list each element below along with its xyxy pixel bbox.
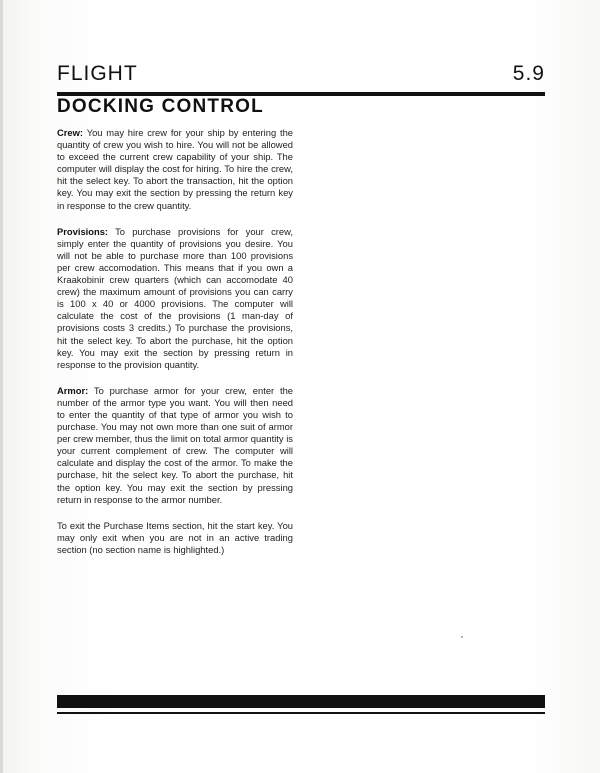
crew-heading: Crew: [57, 127, 84, 138]
page-edge [0, 0, 3, 773]
section-name: FLIGHT [57, 62, 138, 85]
page-number: 5.9 [512, 62, 545, 85]
armor-paragraph [57, 385, 293, 506]
provisions-heading: Provisions: [57, 225, 109, 237]
page-title: DOCKING CONTROL [57, 96, 264, 117]
crew-paragraph [57, 127, 293, 212]
provisions-text: To purchase provisions for your crew, simply enter the quantity of provisions you desire. You will not be able to purchase more than 100 provisions per crew accomodation. This means that if you own a Kraakobinir crew quarters (which can accomodate 40 crew) the maximum amount of provisions you can carry is 100 x 40 or 4000 provisions. The computer will calculate the cost of the provisions (1 man-day of provisions costs 3 credits.) To purchase the provisions, hit the select key. To abort the purchase, hit the option key. You may exit the section by pressing return in response to the provision quantity. [57, 225, 293, 370]
provisions-paragraph [57, 226, 293, 371]
paper-speck [461, 636, 463, 638]
armor-heading: Armor: [57, 384, 89, 396]
crew-text: You may hire crew for your ship by entering the quantity of crew you wish to hire. You will not be allowed to exceed the current crew capability of your ship. The computer will display the cost for hiring. To hire the crew, hit the select key. To abort the transaction, hit the option key. You may exit the section by pressing the return key in response to the crew quantity. [57, 127, 294, 211]
body-text [57, 127, 293, 570]
footer-bar [57, 695, 545, 708]
footer-rule [57, 712, 545, 714]
exit-text: To exit the Purchase Items section, hit the start key. You may only exit when you are not in an active trading section (no section name is highlighted.) [57, 519, 293, 555]
armor-text: To purchase armor for your crew, enter the number of the armor type you want. You will then need to enter the quantity of that type of armor you wish to purchase. You may not own more than one suit of armor per crew member, thus the limit on total armor quantity is your current complement of crew. The computer will calculate and display the cost of the armor. To make the purchase, hit the select key. To abort the purchase, hit the option key. You may exit the section by pressing return in response to the armor number. [57, 384, 294, 505]
exit-paragraph [57, 520, 293, 556]
